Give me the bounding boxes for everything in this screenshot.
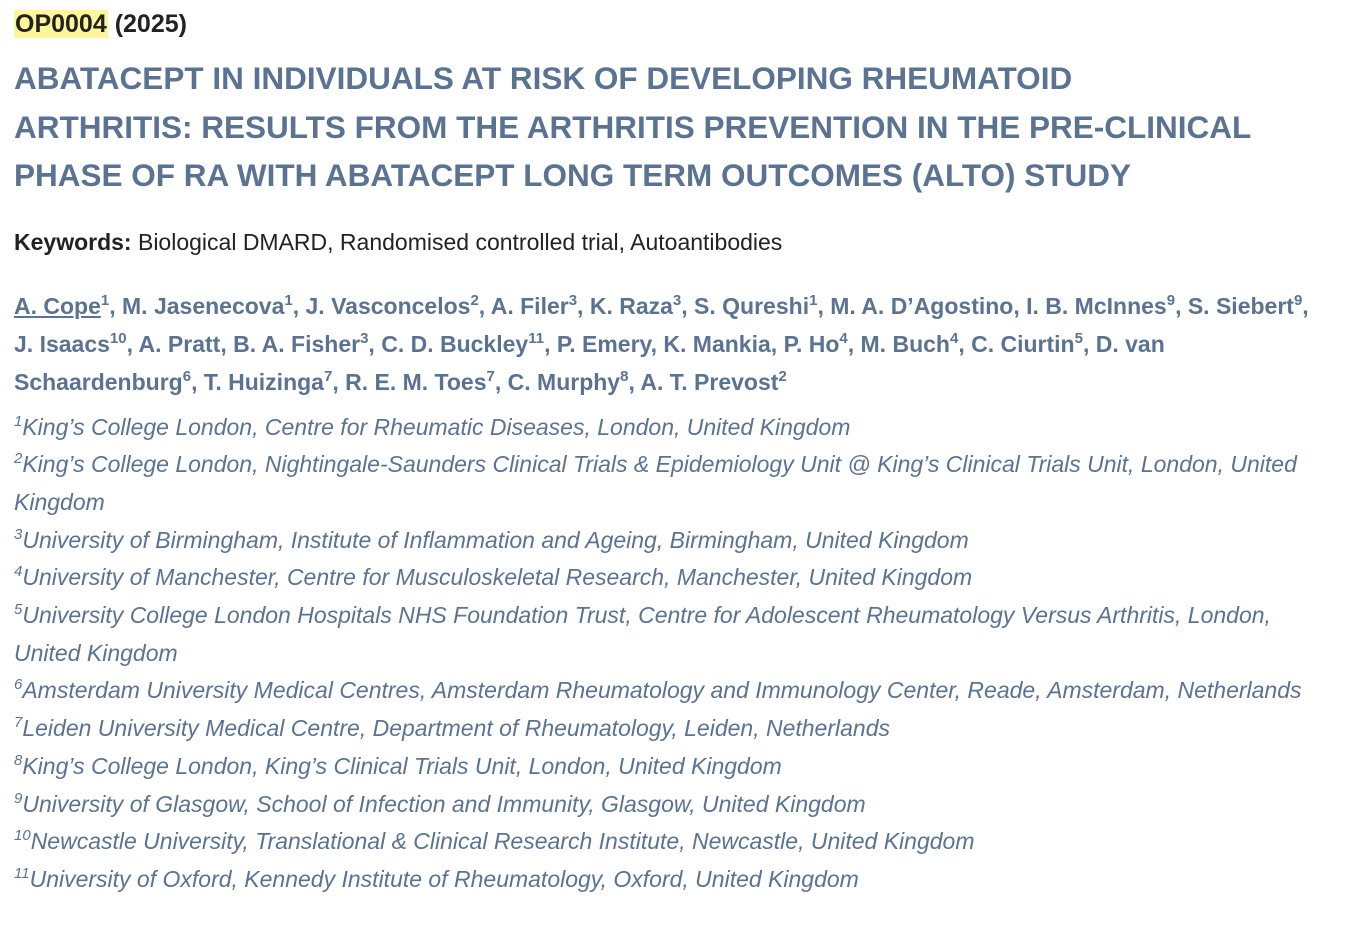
affiliation-number: 3 [14,525,23,543]
author-name: D. van Schaardenburg [14,330,1165,395]
affiliation [14,710,1331,748]
author-name: A. Pratt [138,330,221,357]
author-name: J. Vasconcelos [305,292,471,319]
author [345,369,495,395]
affiliation-text: University of Glasgow, School of Infection and Immunity, Glasgow, United Kingdom [22,790,866,817]
author [122,293,293,319]
author-name: S. Qureshi [694,292,810,319]
author-name: A. Filer [490,292,569,319]
affiliation-number: 9 [14,789,23,807]
author-name: B. A. Fisher [233,330,361,357]
author-affiliation-number: 3 [360,329,369,347]
author-affiliation-number: 4 [839,329,848,347]
author-name: P. Ho [783,330,840,357]
affiliation [14,672,1331,710]
author [1026,293,1175,319]
author-affiliation-number: 4 [949,329,959,347]
author-name: S. Siebert [1187,292,1294,319]
affiliation-number: 6 [14,676,23,694]
abstract-year: (2025) [114,10,187,38]
author-affiliation-number: 8 [620,367,629,385]
affiliation-number: 1 [14,412,23,430]
author-name: J. Isaacs [14,330,110,357]
author [590,293,681,319]
author-name: C. Murphy [507,368,621,395]
author-affiliation-number: 9 [1166,291,1176,309]
affiliation-number: 11 [14,864,30,882]
author [306,293,479,319]
affiliation [14,522,1331,560]
affiliation-text: University of Birmingham, Institute of Inflammation and Ageing, Birmingham, United Kingdom [22,526,969,553]
author-name: M. Jasenecova [122,292,285,319]
title-line: ARTHRITIS: RESULTS FROM THE ARTHRITIS PREVENTION IN THE PRE-CLINICAL [14,108,1252,145]
keywords-label: Keywords: [14,228,132,255]
affiliation-text: King’s College London, King’s Clinical Trials Unit, London, United Kingdom [22,752,782,779]
author-affiliation-number: 9 [1293,291,1303,309]
affiliation [14,861,1331,899]
author [1188,293,1302,319]
affiliation-number: 4 [14,563,23,581]
author-affiliation-number: 10 [109,329,127,347]
author-affiliation-number: 3 [568,291,578,309]
author-affiliation-number: 2 [470,291,479,309]
affiliation-number: 2 [14,450,23,468]
keywords-list: Biological DMARD, Randomised controlled trial, Autoantibodies [137,228,783,255]
affiliation [14,446,1331,521]
author-name: A. T. Prevost [640,368,779,395]
author [557,331,651,357]
author-name: K. Mankia [663,330,771,357]
author [508,369,629,395]
title-line: ABATACEPT IN INDIVIDUALS AT RISK OF DEVELOPING RHEUMATOID [14,60,1073,96]
author [233,331,368,357]
affiliation-text: University College London Hospitals NHS Foundation Trust, Centre for Adolescent Rheumatology Versus Arthritis, London, United Kingdom [14,602,1271,666]
author-affiliation-number: 2 [778,367,787,385]
keywords [14,226,1331,258]
author-affiliation-number: 3 [672,291,682,309]
author-name: R. E. M. Toes [345,368,487,395]
affiliation [14,823,1331,861]
author [663,331,770,357]
author-name: I. B. McInnes [1026,292,1167,319]
affiliation-text: Newcastle University, Translational & Clinical Research Institute, Newcastle, United Kingdom [30,828,975,855]
author-affiliation-number: 7 [323,367,333,385]
author [861,331,959,357]
author-affiliation-number: 7 [486,367,495,385]
affiliation-text: Amsterdam University Medical Centres, Amsterdam Rheumatology and Immunology Center, Reade, Amsterdam, Netherlands [22,677,1302,704]
author-affiliation-number: 11 [528,329,545,347]
affiliation-text: University of Oxford, Kennedy Institute of Rheumatology, Oxford, United Kingdom [29,865,859,892]
affiliation [14,409,1331,447]
affiliation [14,748,1331,786]
author-affiliation-number: 6 [182,367,192,385]
abstract-title [14,54,1331,200]
author [784,331,848,357]
author-name: M. A. D’Agostino [830,292,1014,319]
affiliation-number: 5 [14,601,23,619]
affiliation-text: King’s College London, Centre for Rheumatic Diseases, London, United Kingdom [22,413,851,440]
presenting-author[interactable] [14,293,109,319]
affiliation-number: 10 [14,827,31,845]
affiliation [14,786,1331,824]
author [204,369,332,395]
author-affiliation-number: 1 [809,291,818,309]
author-list: A. Cope$^1$, M. Jasenecova$^1$, J. Vasconcelos$^2$, A. Filer$^3$, K. Raza$^3$, S. Qureshi$^1$, M. A. D’Agostino, I. B. McInnes$^9$, S. Siebert$^9$, J. Isaacs$^{10}$, A. Pratt, B. A. Fisher$^3$, C. D. Buckley$^{11}$, P. Emery, K. Mankia, P. Ho$^4$, M. Buch$^4$, C. Ciurtin$^5$, D. van Schaardenburg$^6$, T. Huizinga$^7$, R. E. M. Toes$^7$, C. Murphy$^8$, A. T. Prevost$^2$ [14,291,1309,395]
abstract-id: OP0004 [15,10,107,38]
author-name: C. Ciurtin [971,330,1075,357]
affiliation-text: Leiden University Medical Centre, Department of Rheumatology, Leiden, Netherlands [22,715,890,742]
affiliation-number: 7 [14,714,23,732]
title-line: PHASE OF RA WITH ABATACEPT LONG TERM OUTCOMES (ALTO) STUDY [14,157,1132,193]
author [830,293,1013,319]
author-name: A. Cope [14,292,101,319]
author-affiliation-number: 1 [284,291,293,309]
affiliation-text: University of Manchester, Centre for Musculoskeletal Research, Manchester, United Kingdom [22,564,973,591]
affiliation-text: King’s College London, Nightingale-Saunders Clinical Trials & Epidemiology Unit @ King’s Clinical Trials Unit, London, United Kingdom [14,451,1297,515]
author-affiliation-number: 5 [1074,329,1083,347]
author-name: P. Emery [556,330,651,357]
author [971,331,1083,357]
author-name: M. Buch [860,330,950,357]
affiliation-list [14,409,1331,899]
affiliation [14,559,1331,597]
author [14,331,127,357]
author [381,331,544,357]
author [640,369,786,395]
affiliation-number: 8 [14,751,23,769]
author [139,331,221,357]
author [491,293,577,319]
author-name: C. D. Buckley [381,330,529,357]
author-name: K. Raza [589,292,673,319]
author-affiliation-number: 1 [100,291,110,309]
author [694,293,817,319]
abstract-id-line [14,6,1331,42]
affiliation [14,597,1331,672]
author-name: T. Huizinga [203,368,324,395]
